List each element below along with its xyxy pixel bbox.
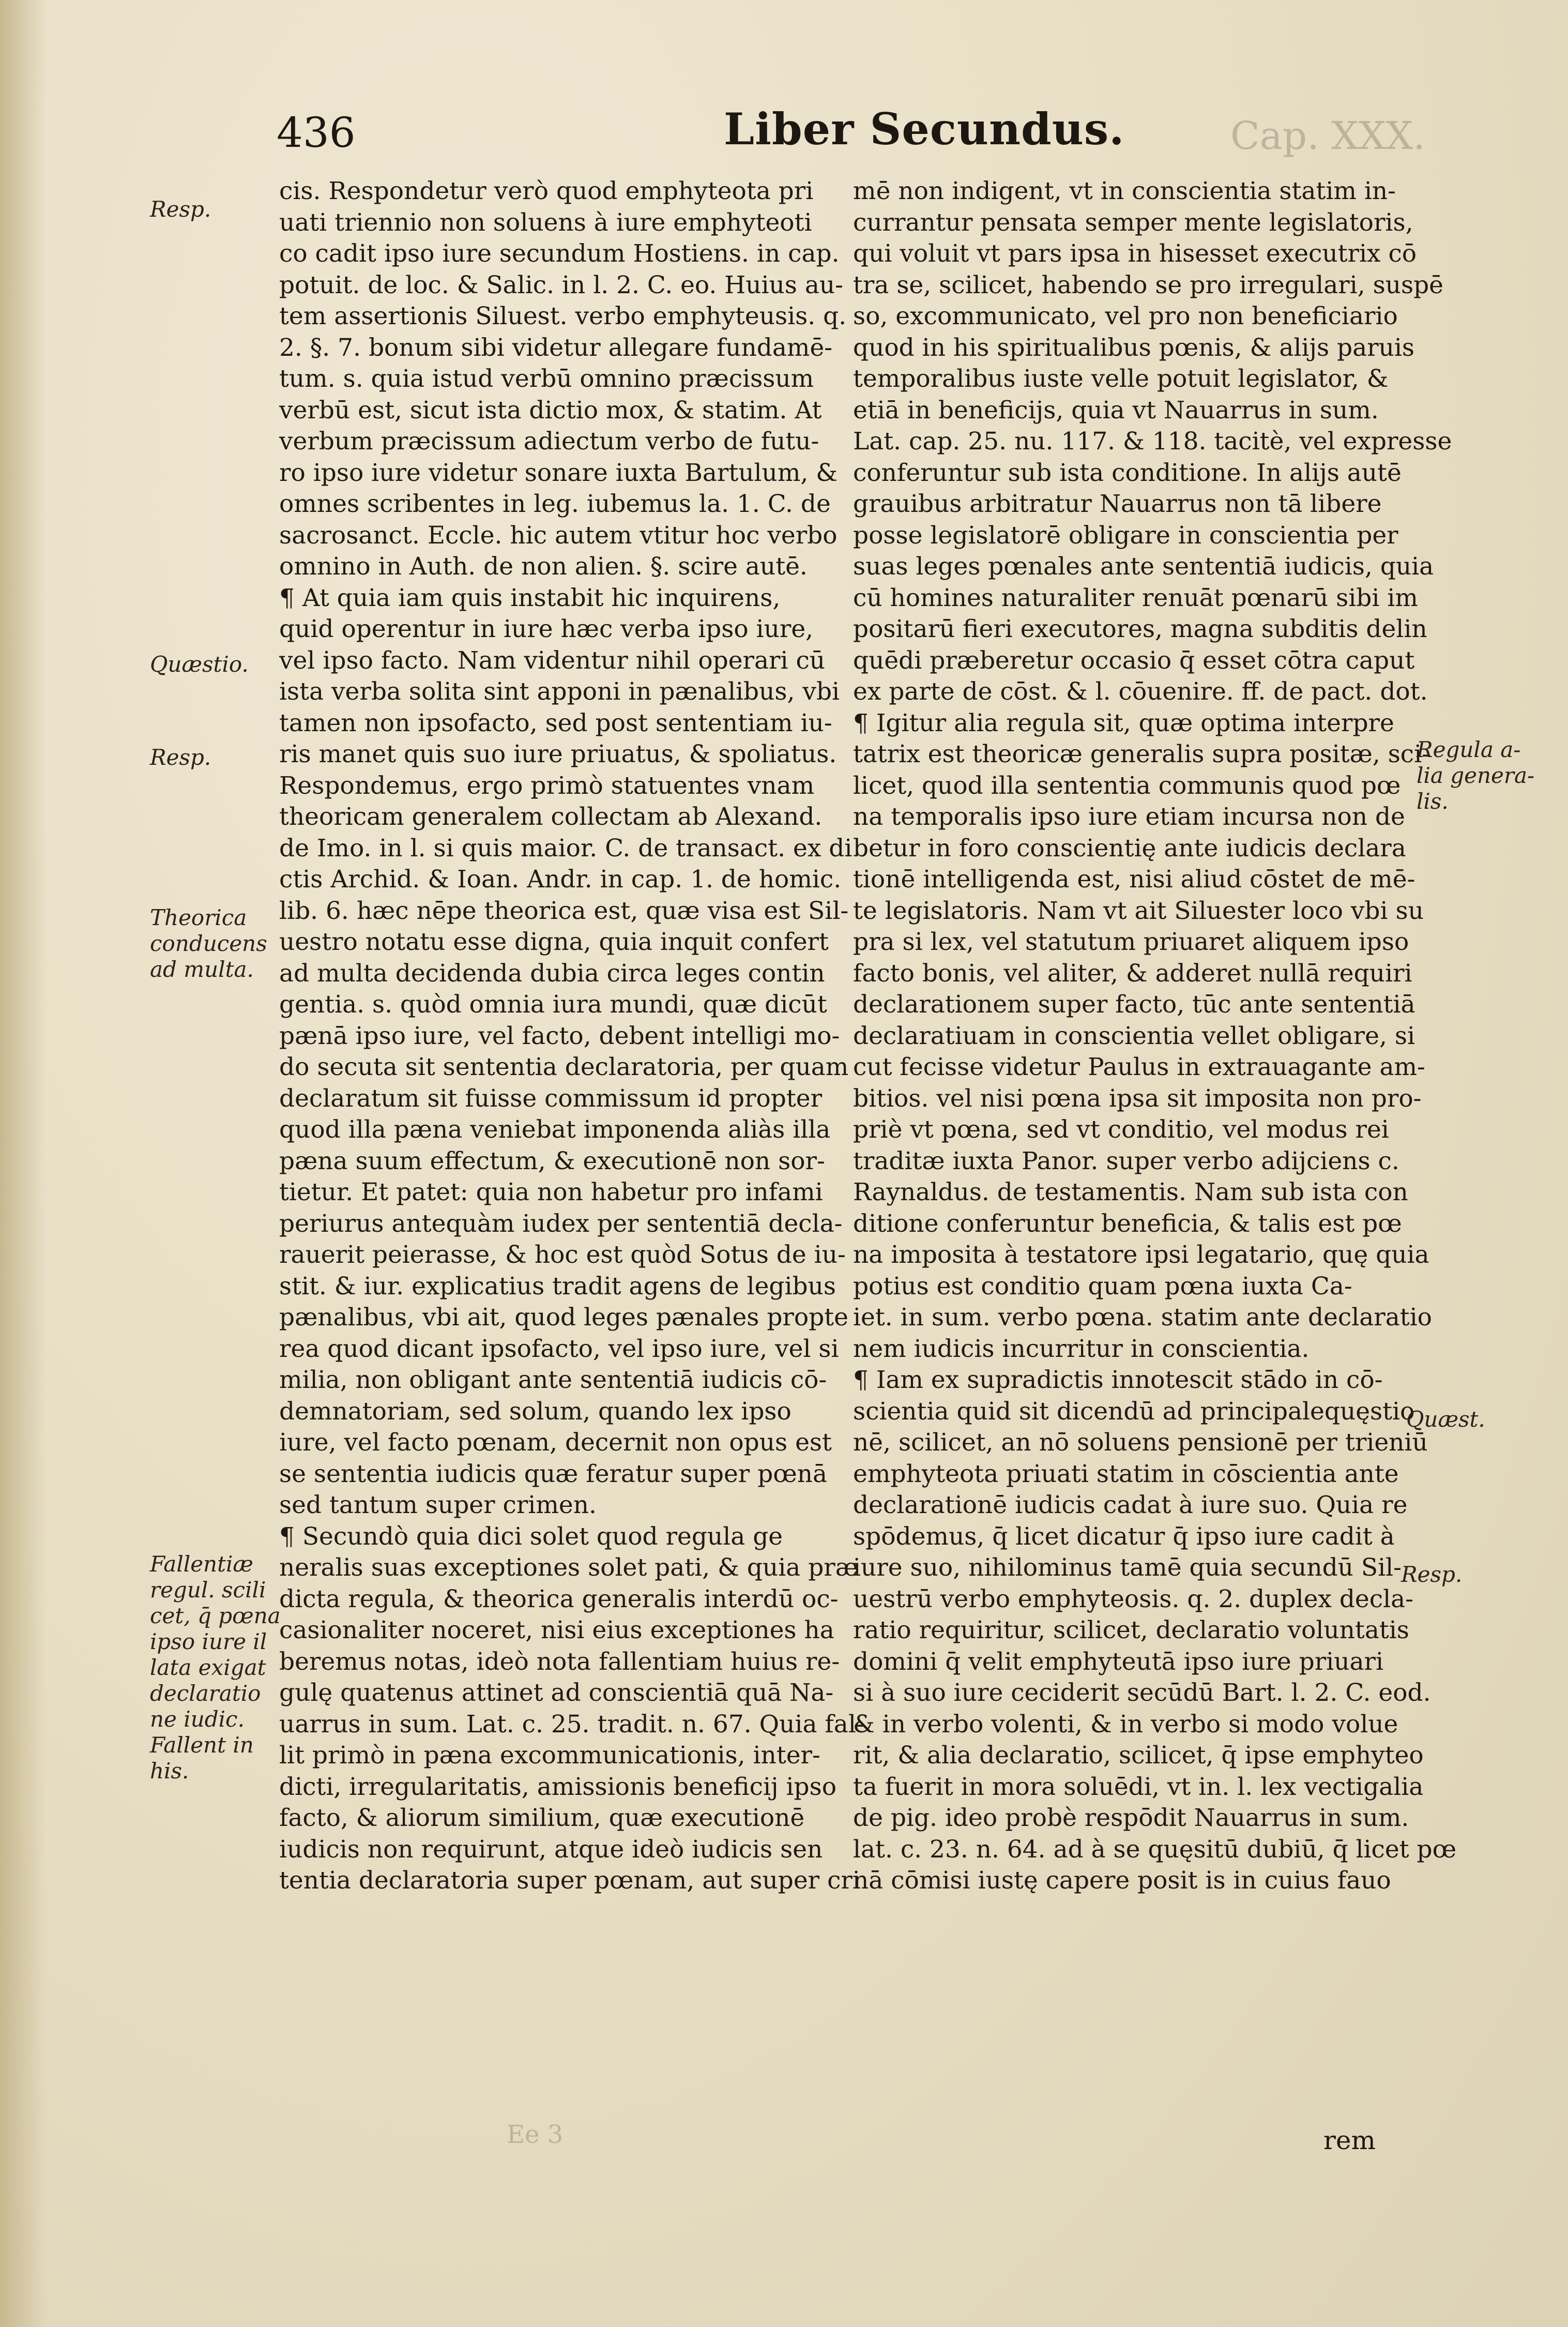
text-line: pæna suum effectum, & executionē non sor- xyxy=(279,1146,825,1175)
text-line: ex parte de cōst. & l. cōuenire. ff. de pact. dot. xyxy=(853,677,1428,706)
text-line: omnino in Auth. de non alien. §. scire autē. xyxy=(279,552,808,581)
text-line: positarū fieri executores, magna subditis delin xyxy=(853,615,1427,643)
margin-note-quaestio: Quæstio. xyxy=(150,652,249,677)
text-line: ris manet quis suo iure priuatus, & spoliatus. xyxy=(279,740,837,768)
text-line: bitios. vel nisi pœna ipsa sit imposita non pro- xyxy=(853,1084,1422,1113)
text-line: co cadit ipso iure secundum Hostiens. in cap. xyxy=(279,239,840,268)
text-line: licet, quod illa sententia communis quod pœ xyxy=(853,771,1401,800)
text-line: conferuntur sub ista conditione. In alijs autē xyxy=(853,458,1402,487)
text-line: tionē intelligenda est, nisi aliud cōstet de mē- xyxy=(853,865,1415,894)
text-line: ¶ Iam ex supradictis innotescit stādo in cō- xyxy=(853,1366,1383,1394)
text-line: traditæ iuxta Panor. super verbo adijciens c. xyxy=(853,1146,1399,1175)
text-line: theoricam generalem collectam ab Alexand. xyxy=(279,803,823,831)
margin-note-line: ipso iure il xyxy=(150,1629,267,1654)
text-line: sed tantum super crimen. xyxy=(279,1491,597,1519)
text-line: neralis suas exceptiones solet pati, & quia præ xyxy=(279,1553,858,1582)
text-line: cis. Respondetur verò quod emphyteota pri xyxy=(279,177,814,205)
text-line: verbum præcissum adiectum verbo de futu- xyxy=(279,427,819,456)
margin-note-line: Theorica xyxy=(150,905,247,930)
text-line: uarrus in sum. Lat. c. 25. tradit. n. 67. Quia fal- xyxy=(279,1710,864,1739)
text-line: cut fecisse videtur Paulus in extrauagante am- xyxy=(853,1053,1425,1081)
text-line: pænalibus, vbi ait, quod leges pænales propte xyxy=(279,1303,848,1332)
text-line: quod illa pæna veniebat imponenda aliàs illa xyxy=(279,1115,831,1144)
text-line: potuit. de loc. & Salic. in l. 2. C. eo. Huius au- xyxy=(279,270,844,299)
text-line: ctis Archid. & Ioan. Andr. in cap. 1. de homic. xyxy=(279,865,842,894)
text-line: ratio requiritur, scilicet, declaratio voluntatis xyxy=(853,1616,1409,1644)
signature-mark: Ee 3 xyxy=(507,2120,564,2149)
text-line: temporalibus iuste velle potuit legislator, & xyxy=(853,365,1389,393)
text-line: do secuta sit sententia declaratoria, per quam xyxy=(279,1053,849,1081)
text-line: si à suo iure ceciderit secūdū Bart. l. 2. C. eod. xyxy=(853,1679,1431,1707)
margin-note-resp: Resp. xyxy=(150,197,211,222)
margin-note-theorica xyxy=(150,905,267,983)
text-line: rauerit peierasse, & hoc est quòd Sotus de iu- xyxy=(279,1241,846,1269)
page-gutter-shadow xyxy=(0,0,47,2327)
margin-note-line: Regula a- xyxy=(1417,737,1521,762)
text-line: grauibus arbitratur Nauarrus non tā libere xyxy=(853,490,1382,518)
text-line: betur in foro conscientię ante iudicis declara xyxy=(853,834,1406,863)
margin-note-line: ne iudic. xyxy=(150,1706,245,1732)
text-line: declaratiuam in conscientia vellet obligare, si xyxy=(853,1021,1415,1050)
text-line: spōdemus, q̄ licet dicatur q̄ ipso iure cadit à xyxy=(853,1522,1395,1551)
text-line: beremus notas, ideò nota fallentiam huius re- xyxy=(279,1647,840,1676)
text-line: 2. §. 7. bonum sibi videtur allegare fundamē- xyxy=(279,333,833,362)
text-line: stit. & iur. explicatius tradit agens de legibus xyxy=(279,1272,836,1301)
text-line: tatrix est theoricæ generalis supra positæ, sci- xyxy=(853,740,1430,768)
margin-note-resp-3: Resp. xyxy=(1401,1562,1463,1587)
text-line: te legislatoris. Nam vt ait Siluester loco vbi su xyxy=(853,896,1424,925)
text-line: ro ipso iure videtur sonare iuxta Bartulum, & xyxy=(279,458,838,487)
margin-note-line: lata exigat xyxy=(150,1655,266,1680)
text-line: iet. in sum. verbo pœna. statim ante declaratio xyxy=(853,1303,1432,1332)
text-line: verbū est, sicut ista dictio mox, & statim. At xyxy=(279,396,822,425)
text-line: ¶ At quia iam quis instabit hic inquirens, xyxy=(279,583,781,612)
margin-note-line: Fallent in xyxy=(150,1732,254,1758)
text-line: pra si lex, vel statutum priuaret aliquem ipso xyxy=(853,928,1409,956)
text-line: facto, & aliorum similium, quæ executionē xyxy=(279,1804,805,1832)
text-line: Raynaldus. de testamentis. Nam sub ista con xyxy=(853,1178,1408,1206)
text-line: de Imo. in l. si quis maior. C. de transact. ex di xyxy=(279,834,852,863)
text-line: sacrosanct. Eccle. hic autem vtitur hoc verbo xyxy=(279,521,838,550)
text-line: omnes scribentes in leg. iubemus la. 1. C. de xyxy=(279,490,831,518)
text-line: lib. 6. hæc nēpe theorica est, quæ visa est Sil- xyxy=(279,896,849,925)
text-line: rea quod dicant ipsofacto, vel ipso iure, vel si xyxy=(279,1334,839,1363)
text-line: currantur pensata semper mente legislatoris, xyxy=(853,208,1413,237)
margin-note-line: lis. xyxy=(1417,789,1449,814)
text-line: iure, vel facto pœnam, decernit non opus est xyxy=(279,1428,832,1457)
margin-note-line: lia genera- xyxy=(1417,763,1535,788)
text-line: & in verbo volenti, & in verbo si modo volue xyxy=(853,1710,1398,1739)
text-line: domini q̄ velit emphyteutā ipso iure priuari xyxy=(853,1647,1383,1676)
text-line: ¶ Secundò quia dici solet quod regula ge xyxy=(279,1522,783,1551)
text-line: lit primò in pæna excommunicationis, inter- xyxy=(279,1741,820,1770)
show-through-header: Cap. XXX. xyxy=(1230,114,1425,158)
text-line: tem assertionis Siluest. verbo emphyteusis. q. xyxy=(279,302,847,330)
text-line: mē non indigent, vt in conscientia statim in- xyxy=(853,177,1396,205)
text-line: ad multa decidenda dubia circa leges contin xyxy=(279,959,825,988)
text-line: quēdi præberetur occasio q̄ esset cōtra caput xyxy=(853,646,1415,675)
text-line: lat. c. 23. n. 64. ad à se quęsitū dubiū, q̄ licet pœ xyxy=(853,1835,1457,1864)
catchword: rem xyxy=(1323,2125,1376,2155)
text-line: dicti, irregularitatis, amissionis beneficij ipso xyxy=(279,1772,837,1801)
margin-note-line: declaratio xyxy=(150,1681,261,1706)
text-line: uati triennio non soluens à iure emphyteoti xyxy=(279,208,812,237)
margin-note-line: his. xyxy=(150,1758,189,1784)
text-line: posse legislatorē obligare in conscientia per xyxy=(853,521,1398,550)
text-line: milia, non obligant ante sententiā iudicis cō- xyxy=(279,1366,827,1394)
text-line: so, excommunicato, vel pro non beneficiario xyxy=(853,302,1398,330)
text-line: demnatoriam, sed solum, quando lex ipso xyxy=(279,1397,791,1426)
text-line: etiā in beneficijs, quia vt Nauarrus in sum. xyxy=(853,396,1379,425)
text-line: tra se, scilicet, habendo se pro irregulari, suspē xyxy=(853,270,1443,299)
text-line: gentia. s. quòd omnia iura mundi, quæ dicūt xyxy=(279,990,827,1019)
text-line: Lat. cap. 25. nu. 117. & 118. tacitè, vel expresse xyxy=(853,427,1452,456)
text-line: dicta regula, & theorica generalis interdū oc- xyxy=(279,1584,839,1613)
text-line: tentia declaratoria super pœnam, aut super cri xyxy=(279,1866,860,1895)
text-line: tamen non ipsofacto, sed post sententiam iu- xyxy=(279,708,832,737)
text-line: declaratum sit fuisse commissum id propter xyxy=(279,1084,823,1113)
text-line: declarationē iudicis cadat à iure suo. Quia re xyxy=(853,1491,1408,1519)
margin-note-quaest: Quæst. xyxy=(1406,1407,1485,1432)
text-line: nem iudicis incurritur in conscientia. xyxy=(853,1334,1310,1363)
margin-note-line: Fallentiæ xyxy=(150,1551,253,1577)
text-line: ista verba solita sint apponi in pænalibus, vbi xyxy=(279,677,840,706)
left-text-column xyxy=(279,176,864,1897)
text-line: cū homines naturaliter renuāt pœnarū sibi im xyxy=(853,583,1418,612)
text-line: nā cōmisi iustę capere posit is in cuius fauo xyxy=(853,1866,1391,1895)
page-number: 436 xyxy=(277,109,356,157)
margin-note-line: ad multa. xyxy=(150,957,254,982)
text-line: pænā ipso iure, vel facto, debent intelligi mo- xyxy=(279,1021,840,1050)
text-line: suas leges pœnales ante sententiā iudicis, quia xyxy=(853,552,1434,581)
text-line: quid operentur in iure hæc verba ipso iure, xyxy=(279,615,814,643)
running-title: Liber Secundus. xyxy=(724,103,1125,155)
text-line: iure suo, nihilominus tamē quia secundū Sil- xyxy=(853,1553,1402,1582)
text-line: periurus antequàm iudex per sententiā decla- xyxy=(279,1209,843,1238)
text-line: na imposita à testatore ipsi legatario, quę quia xyxy=(853,1241,1429,1269)
margin-note-line: cet, q̄ pœna xyxy=(150,1603,281,1628)
page-header xyxy=(258,93,1427,165)
text-line: ditione conferuntur beneficia, & talis est pœ xyxy=(853,1209,1402,1238)
text-line: iudicis non requirunt, atque ideò iudicis sen xyxy=(279,1835,823,1864)
text-line: emphyteota priuati statim in cōscientia ante xyxy=(853,1459,1399,1488)
text-line: se sententia iudicis quæ feratur super pœnā xyxy=(279,1459,828,1488)
text-line: tum. s. quia istud verbū omnino præcissum xyxy=(279,365,814,393)
text-line: gulę quatenus attinet ad conscientiā quā Na- xyxy=(279,1679,834,1707)
text-line: scientia quid sit dicendū ad principalequęstio xyxy=(853,1397,1415,1426)
text-line: casionaliter noceret, nisi eius exceptiones ha xyxy=(279,1616,834,1644)
margin-note-regula xyxy=(1417,737,1534,814)
text-line: ta fuerit in mora soluēdi, vt in. l. lex vectigalia xyxy=(853,1772,1424,1801)
margin-note-line: regul. scili xyxy=(150,1577,266,1603)
text-line: de pig. ideo probè respōdit Nauarrus in sum. xyxy=(853,1804,1409,1832)
text-line: potius est conditio quam pœna iuxta Ca- xyxy=(853,1272,1352,1301)
text-line: declarationem super facto, tūc ante sententiā xyxy=(853,990,1415,1019)
text-line: na temporalis ipso iure etiam incursa non de xyxy=(853,803,1405,831)
text-line: Respondemus, ergo primò statuentes vnam xyxy=(279,771,815,800)
margin-note-fallentiae xyxy=(150,1551,281,1784)
margin-note-resp-2: Resp. xyxy=(150,745,211,770)
text-line: tietur. Et patet: quia non habetur pro infami xyxy=(279,1178,823,1206)
text-line: uestro notatu esse digna, quia inquit confert xyxy=(279,928,829,956)
text-line: qui voluit vt pars ipsa in hisesset executrix cō xyxy=(853,239,1417,268)
text-line: rit, & alia declaratio, scilicet, q̄ ipse emphyteo xyxy=(853,1741,1424,1770)
text-line: quod in his spiritualibus pœnis, & alijs paruis xyxy=(853,333,1415,362)
text-line: vel ipso facto. Nam videntur nihil operari cū xyxy=(279,646,826,675)
text-line: facto bonis, vel aliter, & adderet nullā requiri xyxy=(853,959,1412,988)
text-line: priè vt pœna, sed vt conditio, vel modus rei xyxy=(853,1115,1389,1144)
margin-note-line: conducens xyxy=(150,931,267,956)
text-line: nē, scilicet, an nō soluens pensionē per trieniū xyxy=(853,1428,1428,1457)
text-line: uestrū verbo emphyteosis. q. 2. duplex decla- xyxy=(853,1584,1414,1613)
text-line: ¶ Igitur alia regula sit, quæ optima interpre xyxy=(853,708,1394,737)
